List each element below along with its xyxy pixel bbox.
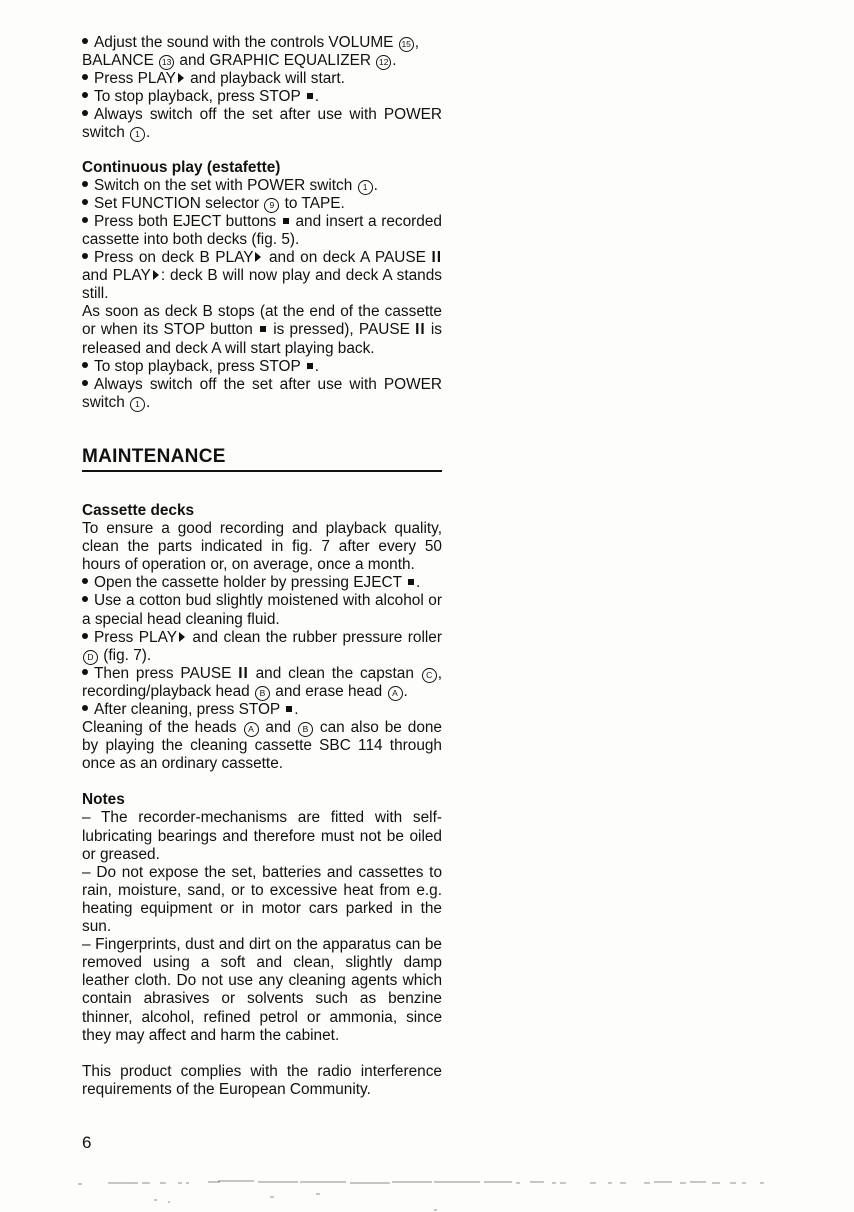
play-icon (153, 270, 159, 280)
pause-icon: II (415, 321, 426, 339)
stop-icon (307, 363, 313, 369)
ref-9: 9 (264, 198, 279, 213)
scan-artifact (0, 1170, 854, 1212)
cassette-decks-heading: Cassette decks (82, 501, 195, 519)
continuous-paragraph: As soon as deck B stops (at the end of the cassette or when its STOP button is pressed), PAUSE II is released and deck A will start playing back. (82, 303, 442, 357)
play-icon (179, 632, 185, 642)
bullet (82, 38, 88, 44)
maintenance-cotton: Use a cotton bud slightly moistened with alcohol or a special head cleaning fluid. (82, 592, 442, 628)
ref-d: D (83, 650, 98, 665)
ref-1: 1 (358, 180, 373, 195)
note-cleaning: – Fingerprints, dust and dirt on the apparatus can be removed using a soft and clean, slightly damp leather cloth. Do not use any cleaning agents which contain abrasives or solvents such as benzine thinner, alcohol, refined petrol or ammonia, since they may affect and harm the cabinet. (82, 936, 442, 1044)
stop-icon (286, 706, 292, 712)
continuous-eject: Press both EJECT buttons and insert a recorded cassette into both decks (fig. 5). (82, 212, 442, 248)
note-exposure: – Do not expose the set, batteries and cassettes to rain, moisture, sand, or to excessive heat from e.g. heating equipment or in motor cars parked in the sun. (82, 863, 442, 936)
stop-icon (408, 579, 414, 585)
section-title-maintenance: MAINTENANCE (82, 448, 442, 472)
continuous-heading: Continuous play (estafette) (82, 158, 281, 176)
continuous-function: Set FUNCTION selector 9 to TAPE. (82, 195, 442, 213)
maintenance-intro: To ensure a good recording and playback quality, clean the parts indicated in fig. 7 after every 50 hours of operation or, on average, once a month. (82, 520, 442, 574)
continuous-deck-b: Press on deck B PLAY and on deck A PAUSE II and PLAY : deck B will now play and deck A stands still. (82, 249, 442, 303)
ref-a: A (388, 686, 403, 701)
maintenance-capstan: Then press PAUSE II and clean the capstan C , recording/playback head B and erase head A . (82, 664, 442, 700)
compliance-statement: This product complies with the radio interference requirements of the European Community. (82, 1062, 442, 1098)
ref-c: C (422, 668, 437, 683)
ref-1: 1 (130, 397, 145, 412)
maintenance-cleaning-cassette: Cleaning of the heads A and B can also be done by playing the cleaning cassette SBC 114 through once as an ordinary cassette. (82, 719, 442, 773)
ref-1: 1 (130, 127, 145, 142)
continuous-power-off: Always switch off the set after use with POWER switch 1 . (82, 375, 442, 411)
maintenance-after-cleaning: After cleaning, press STOP . (82, 701, 442, 719)
page-number: 6 (82, 1133, 92, 1152)
play-icon (178, 73, 184, 83)
stop-icon (283, 218, 289, 224)
ref-a: A (244, 722, 259, 737)
continuous-stop: To stop playback, press STOP . (82, 358, 442, 376)
notes-heading: Notes (82, 791, 125, 809)
pause-icon: II (431, 249, 442, 267)
ref-b: B (255, 686, 270, 701)
playback-power-off: Always switch off the set after use with POWER switch 1 . (82, 106, 442, 142)
note-lubrication: – The recorder-mechanisms are fitted with self-lubricating bearings and therefore must not be oiled or greased. (82, 809, 442, 863)
continuous-power-on: Switch on the set with POWER switch 1 . (82, 177, 442, 195)
maintenance-roller: Press PLAY and clean the rubber pressure roller D (fig. 7). (82, 629, 442, 665)
playback-stop: To stop playback, press STOP . (82, 88, 442, 106)
ref-13: 13 (159, 55, 174, 70)
playback-adjust: Adjust the sound with the controls VOLUME 15 , BALANCE 13 and GRAPHIC EQUALIZER 12 . (82, 34, 419, 70)
pause-icon: II (238, 664, 249, 682)
ref-12: 12 (376, 55, 391, 70)
ref-b: B (298, 722, 313, 737)
playback-press-play: Press PLAY and playback will start. (82, 70, 442, 88)
text-column (82, 34, 442, 1099)
stop-icon (260, 326, 266, 332)
stop-icon (307, 93, 313, 99)
play-icon (255, 252, 261, 262)
ref-15: 15 (399, 37, 414, 52)
maintenance-eject: Open the cassette holder by pressing EJECT . (82, 574, 442, 592)
